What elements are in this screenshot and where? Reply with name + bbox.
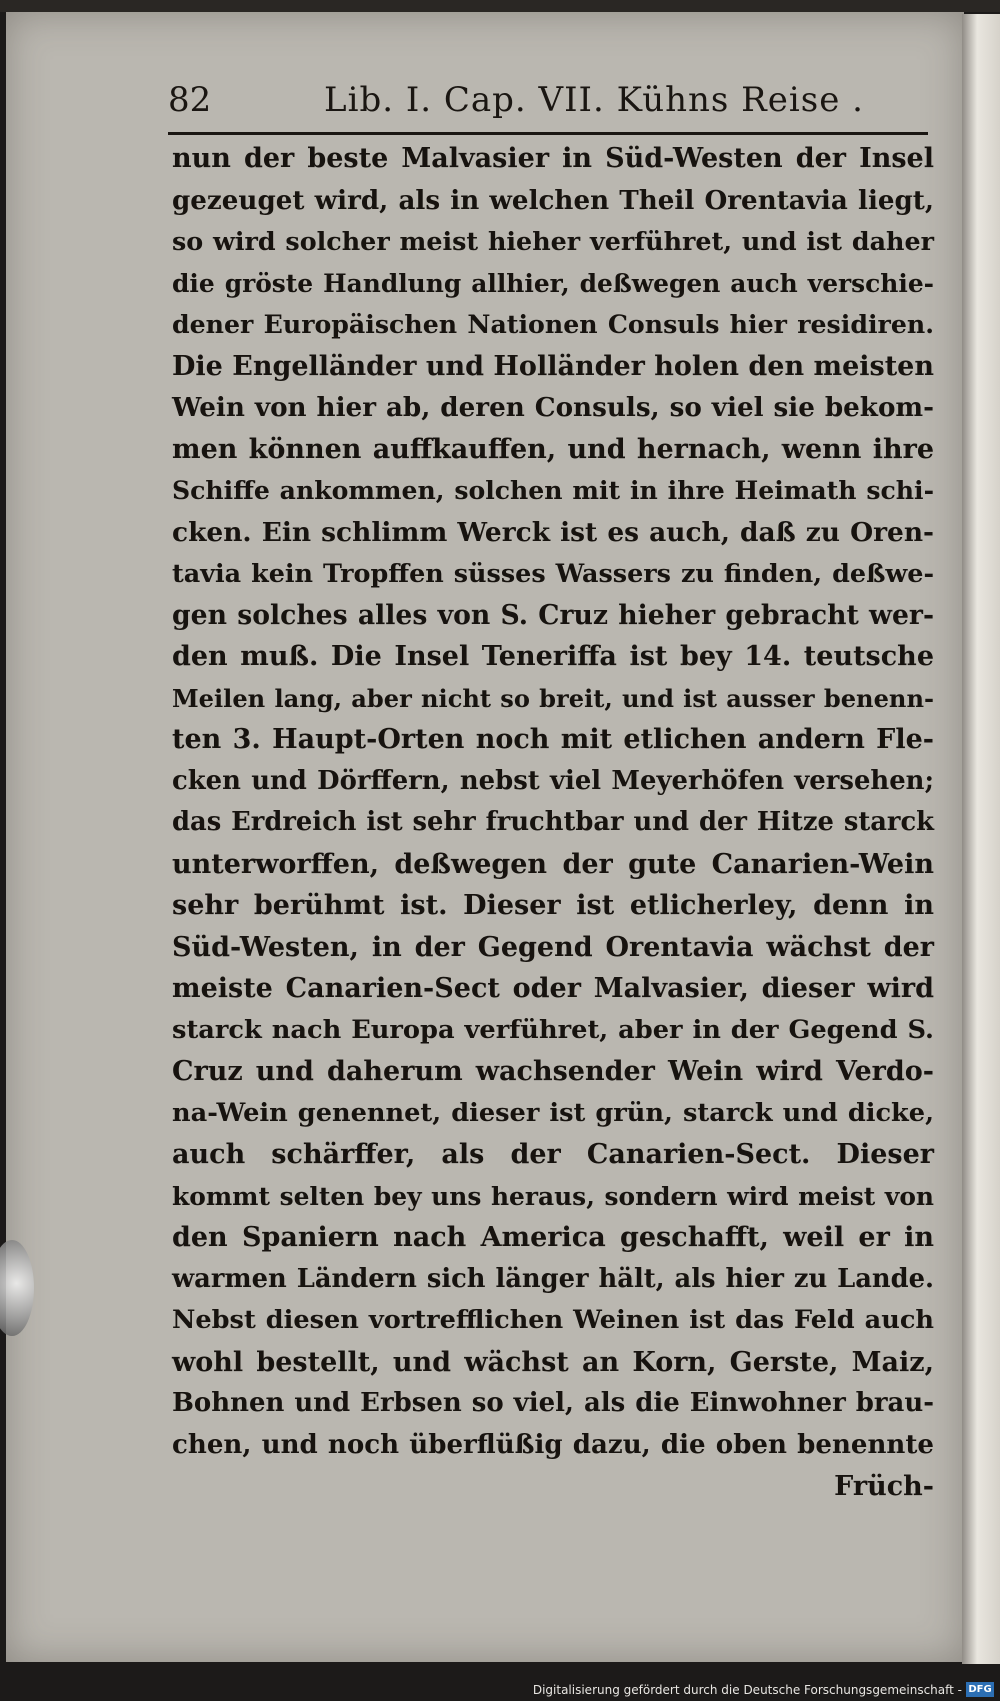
text-line: gen solches alles von S. Cruz hieher gebracht wer- [172,599,934,631]
text-line: cken und Dörffern, nebst viel Meyerhöfen versehen; [172,765,934,796]
text-line: Meilen lang, aber nicht so breit, und ist ausser benenn- [172,683,934,713]
text-line: Wein von hier ab, deren Consuls, so viel sie bekom- [172,392,934,423]
text-line: Schiffe ankommen, solchen mit in ihre Heimath schi- [172,475,934,505]
text-line: so wird solcher meist hieher verführet, und ist daher [172,226,934,256]
digitization-credit: Digitalisierung gefördert durch die Deutsche Forschungsgemeinschaft - [532,1683,962,1697]
page-header [168,80,928,128]
text-line: dener Europäischen Nationen Consuls hier residiren. [172,309,934,339]
text-line: den muß. Die Insel Teneriffa ist bey 14. teutsche [172,641,934,672]
catchword: Früch- [834,1471,934,1502]
header-rule [168,132,928,135]
book-gutter [962,14,1000,1664]
text-line: starck nach Europa verführet, aber in der Gegend S. [172,1014,934,1045]
text-line: men können auffkauffen, und hernach, wenn ihre [172,433,934,465]
text-line: Cruz und daherum wachsender Wein wird Verdo- [172,1056,934,1087]
page-number: 82 [168,80,212,120]
text-line: na-Wein genennet, dieser ist grün, starck und dicke, [172,1097,934,1128]
text-line: nun der beste Malvasier in Süd-Westen der Insel [172,143,934,174]
text-line: wohl bestellt, und wächst an Korn, Gerste, Maiz, [172,1346,934,1378]
text-line: Süd-Westen, in der Gegend Orentavia wächst der [172,931,934,963]
text-line: die gröste Handlung allhier, deßwegen auch verschie- [172,268,934,298]
text-line: cken. Ein schlimm Werck ist es auch, daß zu Oren- [172,516,934,548]
text-line: meiste Canarien-Sect oder Malvasier, dieser wird [172,973,934,1004]
text-line: den Spaniern nach America geschafft, weil er in [172,1222,934,1253]
text-line: das Erdreich ist sehr fruchtbar und der Hitze starck [172,807,934,837]
text-line: sehr berühmt ist. Dieser ist etlicherley, denn in [172,890,934,921]
text-line: ten 3. Haupt-Orten noch mit etlichen andern Fle- [172,724,934,755]
text-line: Bohnen und Erbsen so viel, als die Einwohner brau- [172,1388,934,1418]
text-line: unterworffen, deßwegen der gute Canarien-Wein [172,848,934,880]
running-head: Lib. I. Cap. VII. Kühns Reise . [324,80,864,120]
text-line: kommt selten bey uns heraus, sondern wird meist von [172,1181,934,1211]
scan-background-top [0,0,1000,12]
text-line: Nebst diesen vortrefflichen Weinen ist das Feld auch [172,1305,934,1335]
text-line: Die Engelländer und Holländer holen den meisten [172,350,934,382]
text-line: gezeuget wird, als in welchen Theil Orentavia liegt, [172,184,934,216]
text-line: auch schärffer, als der Canarien-Sect. Dieser [172,1139,934,1170]
text-line: warmen Ländern sich länger hält, als hier zu Lande. [172,1263,934,1294]
text-line: tavia kein Tropffen süsses Wassers zu finden, deßwe- [172,558,934,588]
body-text [172,138,934,1508]
dfg-logo: DFG [966,1682,994,1697]
text-line: chen, und noch überflüßig dazu, die oben benennte [172,1429,934,1460]
